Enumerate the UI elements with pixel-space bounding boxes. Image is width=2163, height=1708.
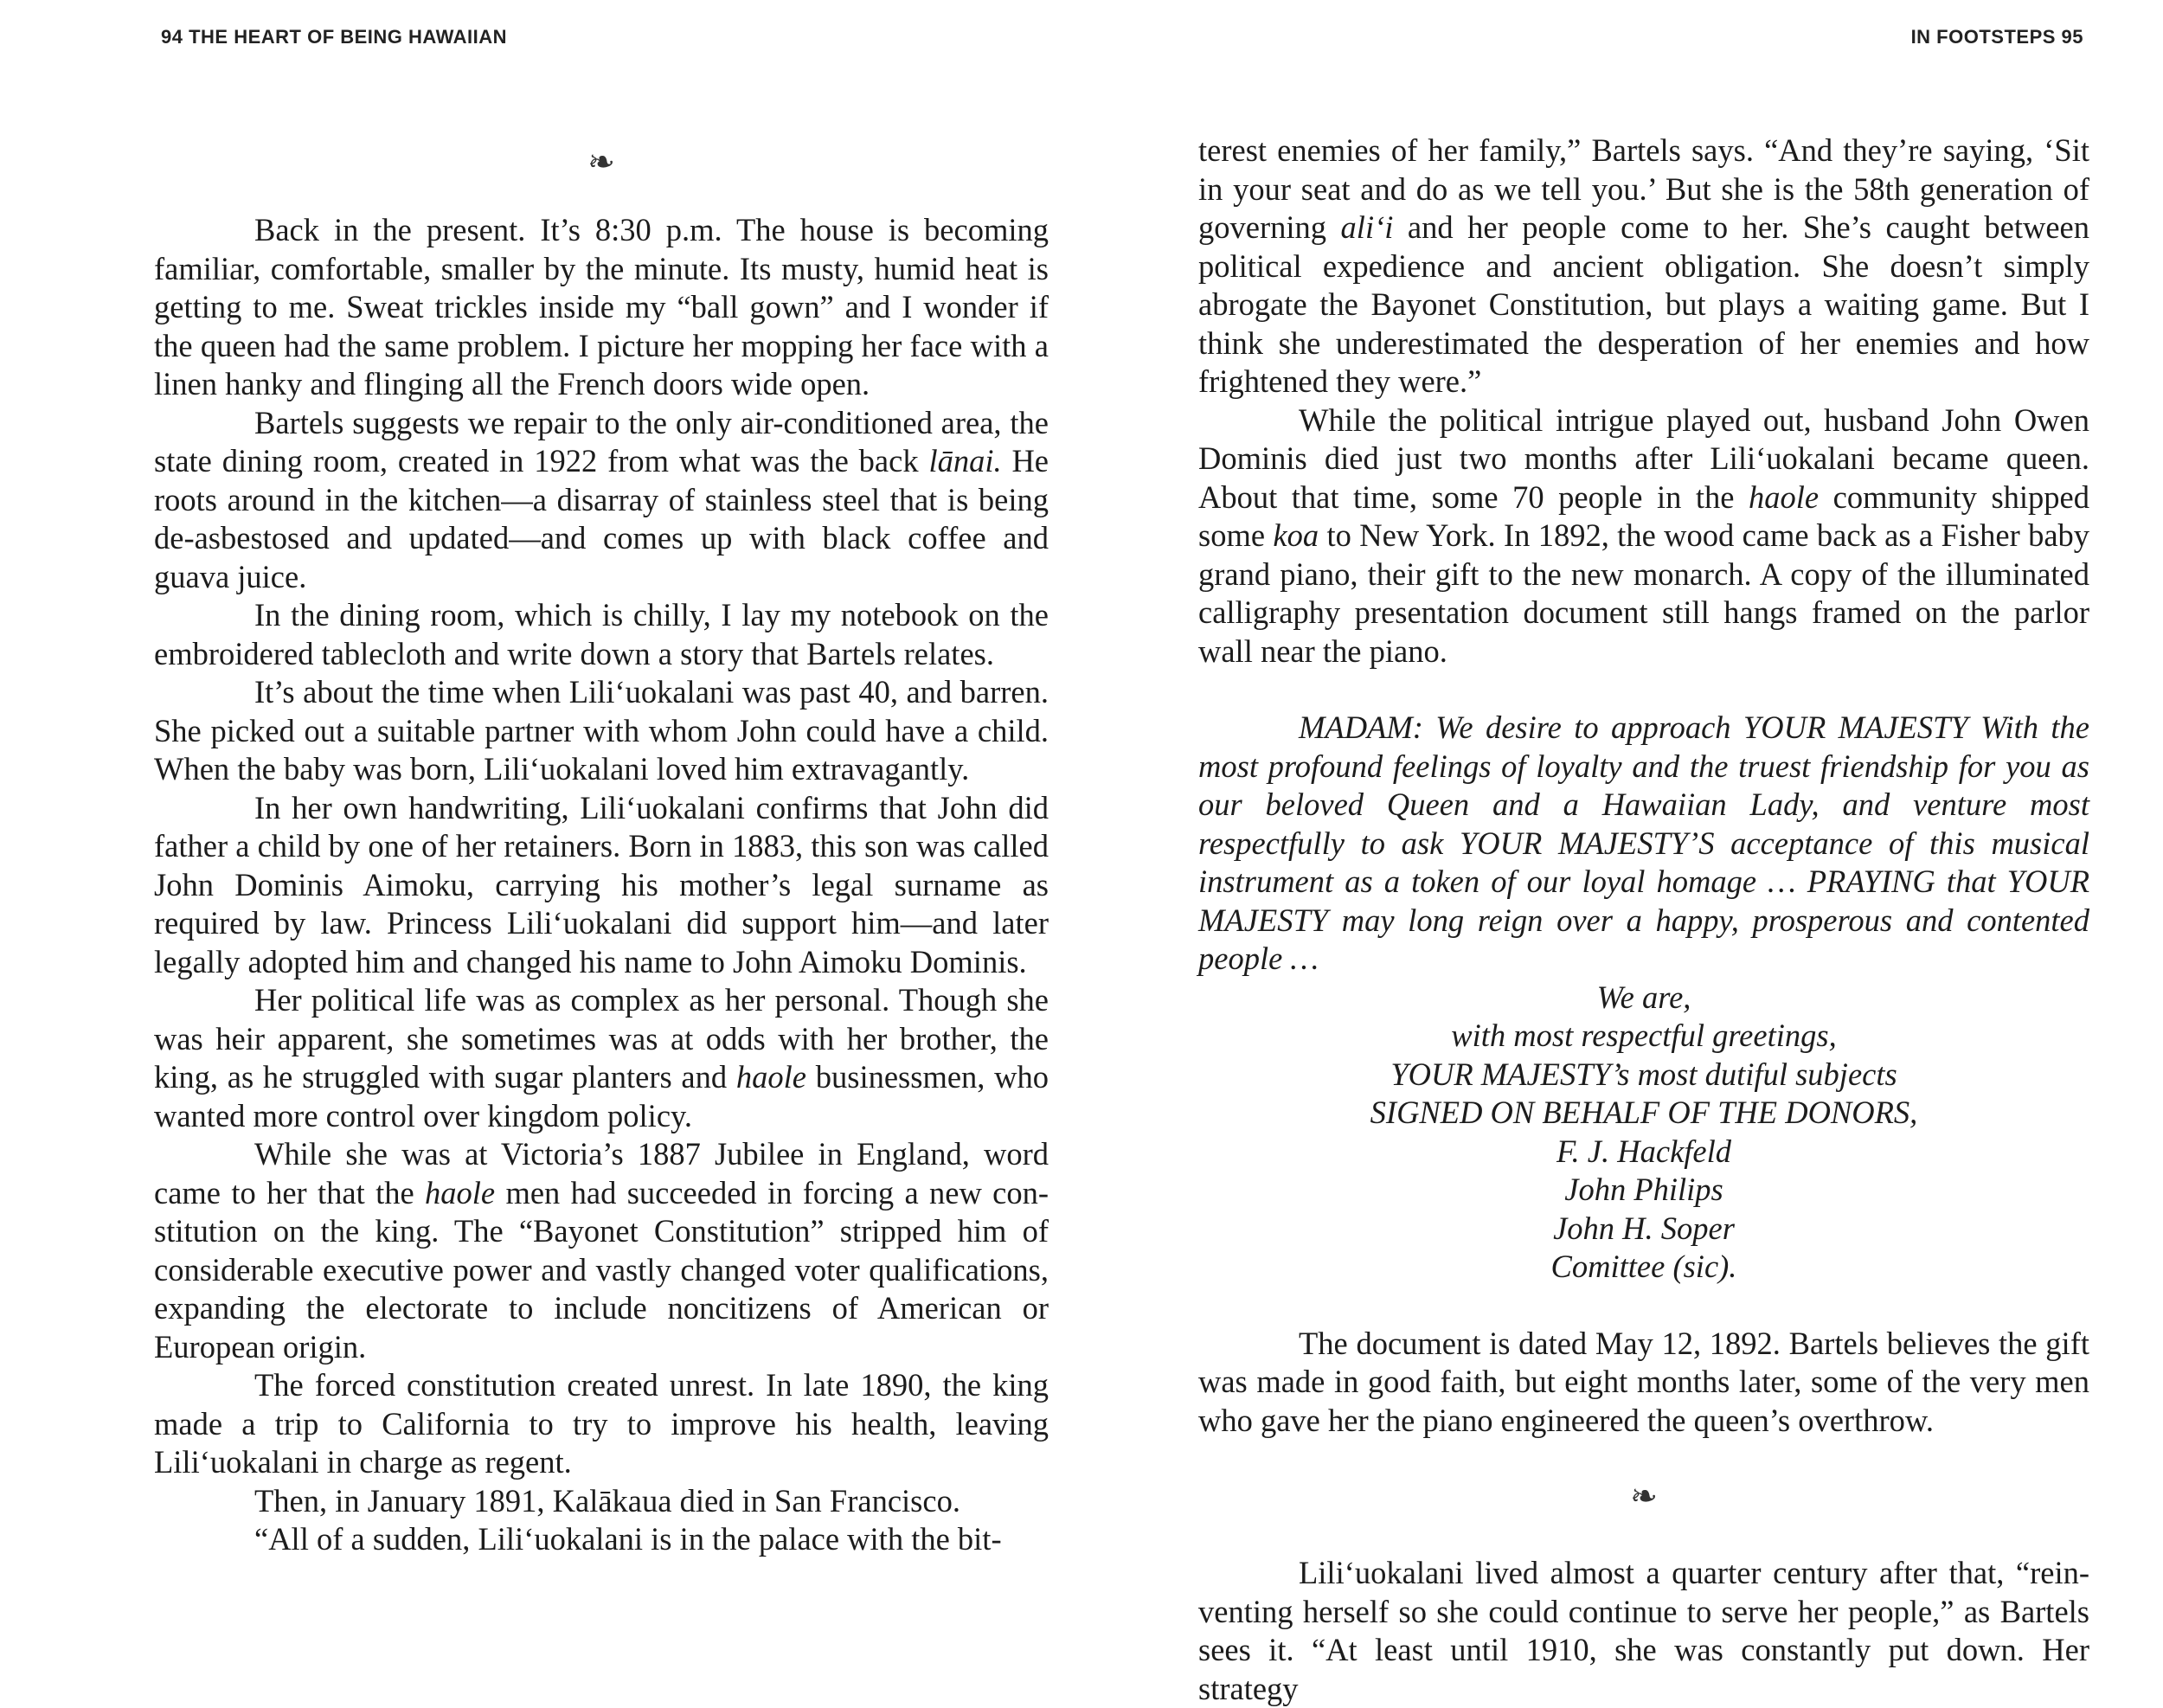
- letter-closing-line: SIGNED ON BEHALF OF THE DONORS,: [1370, 1095, 1918, 1130]
- right-body-text: [1198, 132, 2089, 1708]
- letter-signatory: F. J. Hackfeld: [1556, 1133, 1732, 1169]
- section-break-ornament: ❧: [1630, 1479, 1658, 1515]
- right-page: [1082, 0, 2163, 1706]
- paragraph: Her political life was as complex as her personal. Though she was heir apparent, she sometimes was at odds with her brother, the king, as he struggled with sugar planters and haole businessmen, who wanted more control over kingdom policy.: [154, 982, 1049, 1133]
- italic-term: haole: [425, 1174, 496, 1210]
- paragraph: It’s about the time when Lili‘uokalani was past 40, and barren. She picked out a suitable partner with whom John could have a child. When the baby was born, Lili‘uokalani loved him extravagantly.: [154, 674, 1049, 787]
- letter-signatory: John Philips: [1564, 1172, 1723, 1207]
- letter-closing-line: YOUR MAJESTY’s most dutiful subjects: [1390, 1056, 1897, 1092]
- italic-term: ali‘i: [1340, 209, 1394, 245]
- paragraph: “All of a sudden, Lili‘uokalani is in the palace with the bit-: [254, 1521, 1002, 1557]
- letter-signatory: John H. Soper: [1553, 1210, 1735, 1246]
- paragraph: Back in the present. It’s 8:30 p.m. The house is becoming familiar, comfortable, smaller by the minute. Its musty, humid heat is getting to me. Sweat trickles inside my “ball gown” and I wonder if the queen had the same problem. I picture her mopping her face with a linen hanky and flinging all the French doors wide open.: [154, 212, 1049, 401]
- letter-closing-line: with most respectful greetings,: [1451, 1018, 1837, 1053]
- paragraph: terest enemies of her family,” Bartels says. “And they’re saying, ‘Sit in your seat and do as we tell you.’ But she is the 58th generation of governing ali‘i and her people come to her. She’s caught between political expedience and ancient obligation. She doesn’t simply abrogate the Bayonet Constitution, but plays a waiting game. But I think she underestimated the desperation of her enemies and how frightened they were.”: [1198, 132, 2089, 399]
- paragraph: Bartels suggests we repair to the only air-conditioned area, the state dining room, created in 1922 from what was the back lānai. He roots around in the kitchen—a disarray of stainless steel that is being de-asbestosed and updated—and comes up with black coffee and guava juice.: [154, 404, 1049, 594]
- italic-term: koa: [1273, 517, 1319, 553]
- right-running-head: IN FOOTSTEPS 95: [1910, 26, 2083, 48]
- left-running-head: 94 THE HEART OF BEING HAWAIIAN: [161, 26, 508, 48]
- presentation-letter: [1198, 709, 2089, 1287]
- paragraph: The document is dated May 12, 1892. Bartels believes the gift was made in good faith, but eight months later, some of the very men who gave her the piano engineered the queen’s overthrow.: [1198, 1325, 2089, 1438]
- letter-closing-line: We are,: [1596, 979, 1691, 1015]
- left-body-text: [154, 211, 1049, 1559]
- paragraph: In the dining room, which is chilly, I lay my notebook on the embroidered tablecloth and write down a story that Bartels relates.: [154, 597, 1049, 671]
- paragraph: Lili‘uokalani lived almost a quarter century after that, “reinventing herself so she could continue to serve her people,” as Bartels sees it. “At least until 1910, she was constantly put down. Her strategy: [1198, 1555, 2089, 1706]
- paragraph: Then, in January 1891, Kalākaua died in San Francisco.: [254, 1482, 960, 1519]
- letter-body: MADAM: We desire to approach YOUR MAJESTY With the most profound feelings of loyalty and the truest friendship for you as our beloved Queen and a Hawaiian Lady, and venture most respectfully to ask YOUR MAJESTY’S acceptance of this musical instrument as a token of our loyal homage … PRAYING that YOUR MAJESTY may long reign over a happy, prosperous and contented people …: [1198, 710, 2089, 976]
- italic-term: lānai.: [928, 443, 1002, 478]
- paragraph: In her own handwriting, Lili‘uokalani confirms that John did father a child by one of her retainers. Born in 1883, this son was called John Dominis Aimoku, carrying his mother’s legal surname as required by law. Princess Lili‘uokalani did support him—and later legally adopted him and changed his name to John Aimoku Dominis.: [154, 789, 1049, 979]
- paragraph: While the political intrigue played out, husband John Owen Dominis died just two months after Lili‘uokalani became queen. About that time, some 70 people in the haole community shipped some koa to New York. In 1892, the wood came back as a Fisher baby grand piano, their gift to the new monarch. A copy of the illuminated calligraphy presentation document still hangs framed on the parlor wall near the piano.: [1198, 401, 2090, 669]
- left-page: [0, 0, 1082, 1672]
- italic-term: haole: [735, 1059, 806, 1095]
- paragraph: While she was at Victoria’s 1887 Jubilee in England, word came to her that the haole men had succeeded in forcing a new constitution on the king. The “Bayonet Constitution” stripped him of considerable executive power and vastly changed voter qualifications, expanding the electorate to include noncitizens of American or European origin.: [154, 1136, 1049, 1364]
- paragraph: The forced constitution created unrest. In late 1890, the king made a trip to California to try to improve his health, leaving Lili‘uokalani in charge as regent.: [154, 1367, 1049, 1480]
- letter-signatory: Comittee (sic).: [1550, 1249, 1737, 1284]
- section-break-ornament: ❧: [587, 144, 615, 181]
- italic-term: haole: [1749, 478, 1820, 515]
